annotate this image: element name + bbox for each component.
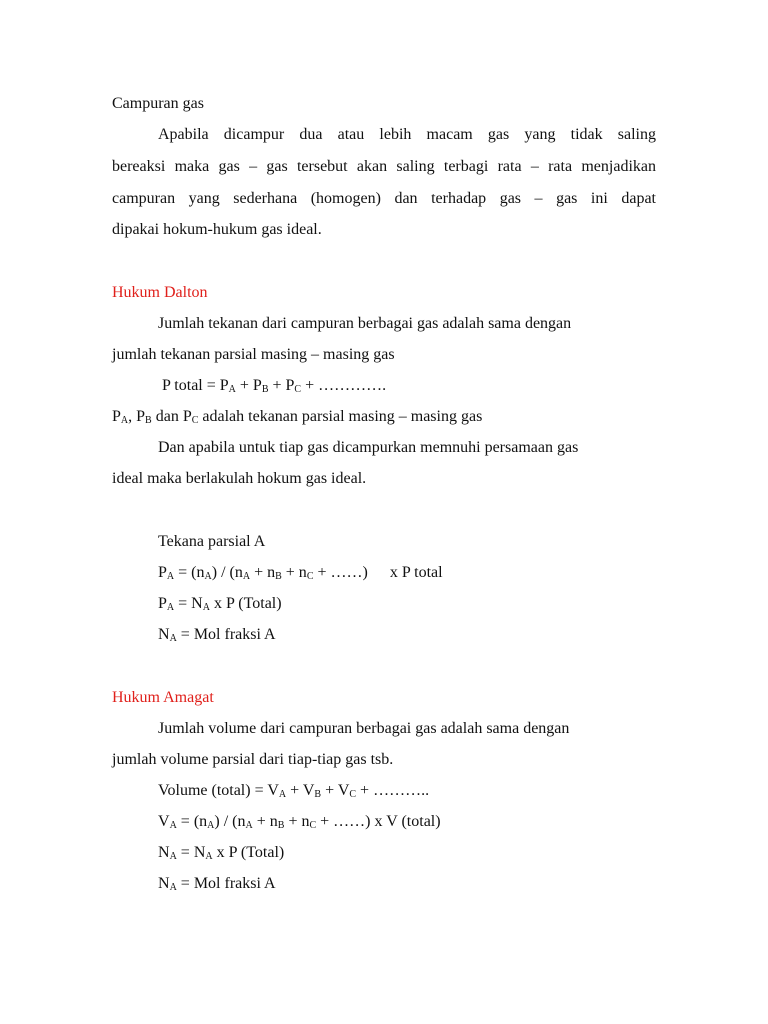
subscript-b: B [145,415,152,426]
dalton-subheading: Tekana parsial A [158,533,266,550]
eq-text: N [158,626,170,643]
formula-text: + P [235,377,262,394]
eq-text: + n [281,564,307,581]
note-text: dan P [151,408,192,425]
eq-text: = N [174,595,203,612]
subscript-b: B [261,384,269,395]
subscript-a: A [169,882,177,893]
subscript-a: A [204,571,212,582]
note-text: P [112,408,121,425]
amagat-equation-4 [158,874,656,894]
intro-line-1: Apabila dicampur dua atau lebih macam gas yang tidak saling [158,126,656,143]
eq-text: + V [321,782,350,799]
eq-text: + ……) [313,564,368,581]
amagat-equation-3 [158,843,656,863]
subscript-a: A [278,789,287,800]
subscript-c: C [349,789,357,800]
eq-text: = (n [176,813,208,830]
eq-text: + ……….. [356,782,430,799]
formula-text: + …………. [301,377,387,394]
eq-text: + ……) [316,813,371,830]
subscript-b: B [277,820,285,831]
eq-text: N [158,875,170,892]
subscript-a: A [166,602,175,613]
subscript-a: A [169,851,177,862]
subscript-a: A [120,415,129,426]
subscript-c: C [306,571,314,582]
amagat-heading: Hukum Amagat [112,689,214,706]
dalton-equation-1 [158,563,656,583]
amagat-equation-2 [158,812,656,832]
eq-text: + n [252,813,278,830]
eq-text: = Mol fraksi A [176,626,276,643]
subscript-a: A [166,571,175,582]
dalton-desc-2: jumlah tekanan parsial masing – masing gas [112,346,395,363]
dalton-heading: Hukum Dalton [112,284,208,301]
subscript-c: C [294,384,302,395]
eq-text: ) / (n [211,564,243,581]
subscript-a: A [245,820,253,831]
eq-text: ) / (n [214,813,246,830]
eq-text: + n [284,813,310,830]
subscript-a: A [207,820,215,831]
note-text: , P [128,408,146,425]
eq-text: x P total [389,564,443,581]
subscript-a: A [242,571,251,582]
subscript-a: A [169,633,177,644]
page-title: Campuran gas [112,95,204,112]
formula-text: P total = P [162,377,229,394]
dalton-desc-3: Dan apabila untuk tiap gas dicampurkan memnuhi persamaan gas [158,439,579,456]
eq-text: = N [176,844,206,861]
eq-text: = (n [174,564,205,581]
subscript-a: A [228,384,236,395]
intro-line-4: dipakai hokum-hukum gas ideal. [112,221,322,238]
subscript-a: A [202,602,210,613]
amagat-equation-1 [158,781,656,801]
eq-text: Volume (total) = V [158,782,279,799]
dalton-equation-2 [158,594,656,614]
eq-text: V [158,813,170,830]
eq-text: x V (total) [370,813,441,830]
eq-text: N [158,844,170,861]
subscript-c: C [309,820,317,831]
formula-text: + P [268,377,295,394]
dalton-partial-note [112,407,656,427]
eq-text: x P (Total) [212,844,285,861]
dalton-total-pressure-formula [162,376,706,396]
intro-line-3: campuran yang sederhana (homogen) dan terhadap gas – gas ini dapat [112,190,656,207]
subscript-a: A [205,851,213,862]
dalton-desc-1: Jumlah tekanan dari campuran berbagai gas adalah sama dengan [158,315,572,332]
eq-text: + n [250,564,276,581]
intro-line-2: bereaksi maka gas – gas tersebut akan saling terbagi rata – rata menjadikan [112,158,656,175]
eq-text: = Mol fraksi A [176,875,276,892]
subscript-b: B [314,789,322,800]
amagat-desc-2: jumlah volume parsial dari tiap-tiap gas tsb. [112,751,394,768]
eq-text: x P (Total) [209,595,282,612]
eq-text: P [158,564,167,581]
dalton-desc-4: ideal maka berlakulah hokum gas ideal. [112,470,367,487]
subscript-b: B [275,571,282,582]
subscript-c: C [191,415,199,426]
amagat-desc-1: Jumlah volume dari campuran berbagai gas adalah sama dengan [158,720,570,737]
subscript-a: A [169,820,177,831]
dalton-equation-3 [158,625,656,645]
eq-text: + V [286,782,315,799]
note-text: adalah tekanan parsial masing – masing gas [198,408,483,425]
eq-text: P [158,595,167,612]
